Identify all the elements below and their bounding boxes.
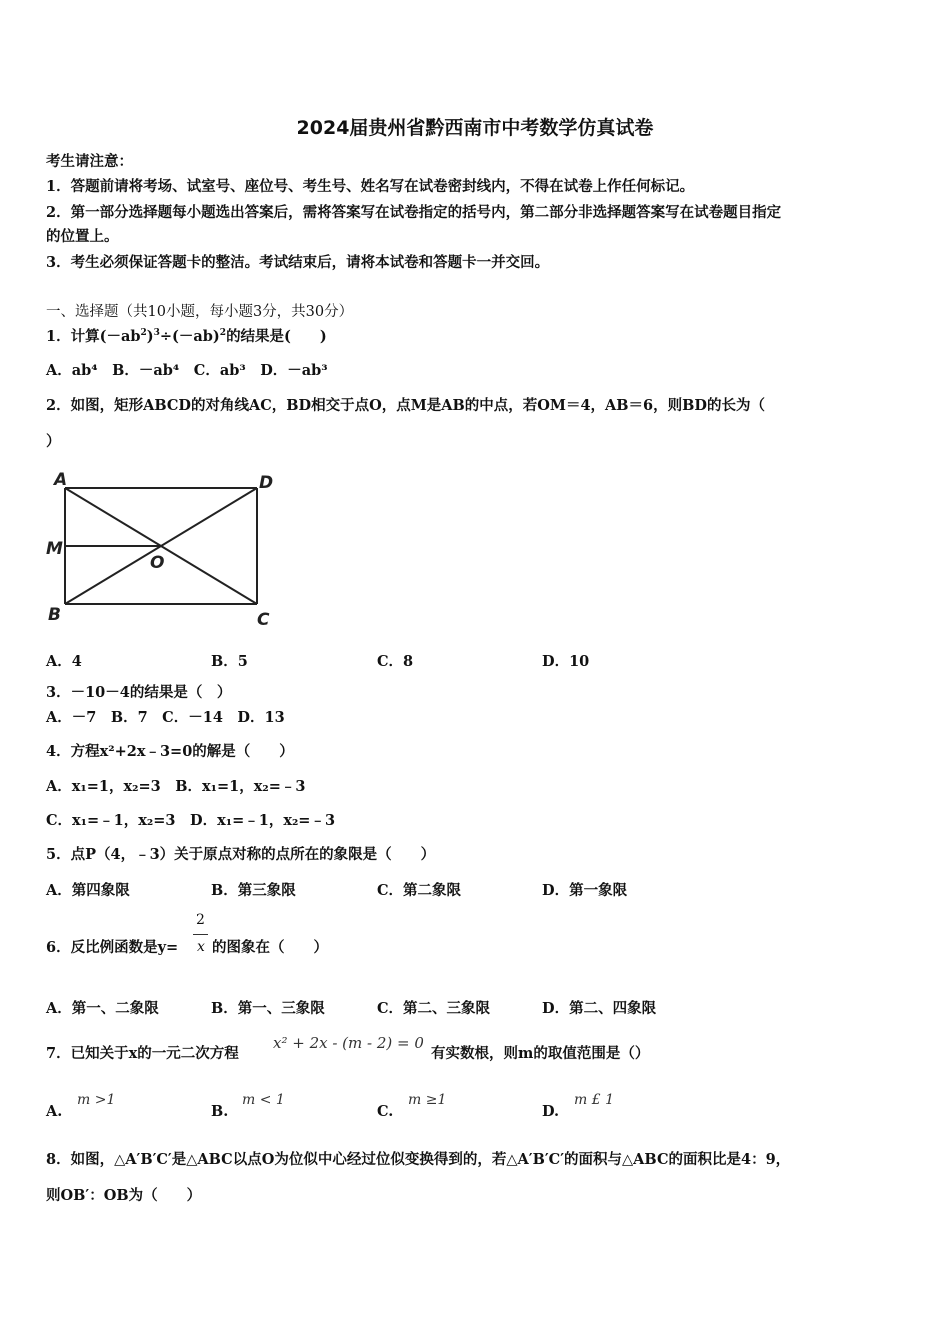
q3-options: A．－7 B．7 C．－14 D．13	[46, 709, 285, 726]
q2-option-c: C．8	[377, 653, 414, 670]
label-a: A	[54, 470, 68, 490]
q6-option-c: C．第二、三象限	[377, 1000, 491, 1017]
question-2: 2．如图，矩形ABCD的对角线AC，BD相交于点O，点M是AB的中点，若OM＝4，AB＝6，则BD的长为（	[46, 397, 765, 414]
notice-heading: 考生请注意：	[46, 153, 133, 170]
q1-options: A．ab⁴ B．－ab⁴ C．ab³ D．－ab³	[46, 362, 328, 379]
q6-option-b: B．第一、三象限	[211, 1000, 325, 1017]
question-8-line-1: 8．如图，△A′B′C′是△ABC以点O为位似中心经过位似变换得到的，若△A′B′C′的面积与△ABC的面积比是4：9，	[46, 1151, 791, 1168]
q6-option-d: D．第二、四象限	[542, 1000, 657, 1017]
label-d: D	[259, 473, 274, 493]
q7-option-b-value: m < 1	[242, 1092, 285, 1108]
q1-stem-b: )	[146, 328, 154, 345]
q2-option-d: D．10	[542, 653, 590, 670]
q4-options-row-1: A．x₁=1，x₂=3 B．x₁=1，x₂=﹣3	[46, 778, 306, 795]
q2-close-paren: ）	[46, 433, 61, 450]
q7-equation: x² + 2x - (m - 2) = 0	[273, 1034, 424, 1052]
q2-option-b: B．5	[211, 653, 248, 670]
q6-fraction-denominator: x	[197, 939, 205, 955]
label-m: M	[46, 539, 63, 559]
q5-option-c: C．第二象限	[377, 882, 462, 899]
label-o: O	[150, 553, 165, 573]
notice-item-1: 1．答题前请将考场、试室号、座位号、考生号、姓名写在试卷密封线内，不得在试卷上作任何标记。	[46, 178, 695, 195]
q1-stem-a: 1．计算(－ab	[46, 328, 141, 345]
q7-option-c-value: m ≥1	[408, 1092, 447, 1108]
question-5: 5．点P（4，﹣3）关于原点对称的点所在的象限是（ ）	[46, 846, 436, 863]
question-3: 3．－10－4的结果是（ ）	[46, 684, 232, 701]
question-8-line-2: 则OB′：OB为（ ）	[46, 1187, 202, 1204]
question-7-stem-b: 有实数根，则m的取值范围是（）	[431, 1045, 650, 1062]
q7-option-a-letter: A.	[46, 1103, 63, 1120]
section-heading: 一、选择题（共10小题，每小题3分，共30分）	[46, 304, 354, 320]
page-title: 2024届贵州省黔西南市中考数学仿真试卷	[296, 117, 654, 139]
q7-option-c-letter: C.	[377, 1103, 394, 1120]
q6-fraction-numerator: 2	[196, 912, 205, 928]
q7-option-b-letter: B.	[211, 1103, 229, 1120]
q6-fraction-bar	[193, 934, 208, 935]
q1-exp-2: 3	[153, 328, 160, 339]
notice-item-2-cont: 的位置上。	[46, 228, 119, 245]
rectangle-abcd-figure	[40, 468, 290, 633]
question-4: 4．方程x²+2x﹣3=0的解是（ ）	[46, 743, 294, 760]
label-c: C	[257, 610, 270, 630]
q7-option-d-value: m £ 1	[574, 1092, 614, 1108]
q5-option-a: A．第四象限	[46, 882, 130, 899]
q1-exp-3: 2	[219, 328, 227, 339]
q5-option-b: B．第三象限	[211, 882, 296, 899]
q1-stem-c: ÷(－ab)	[159, 328, 220, 345]
q7-option-a-value: m >1	[77, 1092, 116, 1108]
notice-item-2: 2．第一部分选择题每小题选出答案后，需将答案写在试卷指定的括号内，第二部分非选择题答案写在试卷题目指定	[46, 204, 782, 221]
question-6-stem-b: 的图象在（ ）	[212, 939, 328, 956]
question-6-stem-a: 6．反比例函数是y=	[46, 939, 179, 956]
q1-stem-d: 的结果是( )	[226, 328, 327, 345]
question-1	[46, 327, 327, 347]
q4-options-row-2: C．x₁=﹣1，x₂=3 D．x₁=﹣1，x₂=﹣3	[46, 812, 336, 829]
label-b: B	[48, 605, 61, 625]
q6-option-a: A．第一、二象限	[46, 1000, 159, 1017]
notice-item-3: 3．考生必须保证答题卡的整洁。考试结束后，请将本试卷和答题卡一并交回。	[46, 254, 550, 271]
q5-option-d: D．第一象限	[542, 882, 628, 899]
q7-option-d-letter: D.	[542, 1103, 560, 1120]
q2-option-a: A．4	[46, 653, 82, 670]
question-7-stem-a: 7．已知关于x的一元二次方程	[46, 1045, 239, 1062]
q1-exp-1: 2	[140, 328, 147, 339]
